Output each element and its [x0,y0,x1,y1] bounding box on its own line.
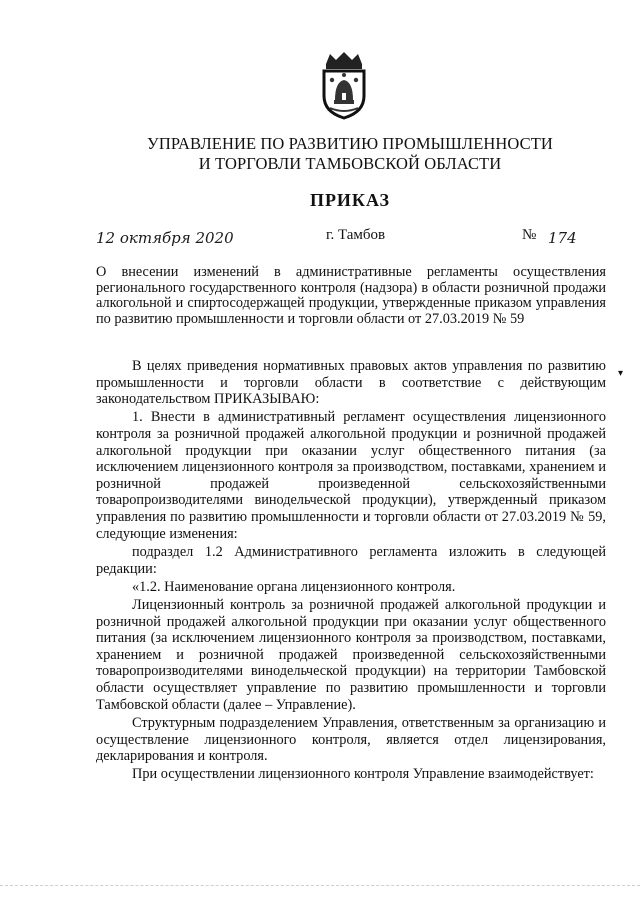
paragraph-interaction: При осуществлении лицензионного контроля Управление взаимодействует: [132,766,594,783]
paragraph-item-1: 1. Внести в административный регламент осуществления лицензионного контроля за розничной продажей алкогольной продукции и розничной продажей алкогольной продукции при оказании услуг общественного питания (за исключением лицензионного контроля за производством, поставками, хранением и розничной продажей произведенной сельскохозяйственными товаропроизводителями винодельческой продукции), утвержденный приказом управления по развитию промышленности и торговли области от 27.03.2019 № 59, следующие изменения: [96,409,606,542]
org-line-2: И ТОРГОВЛИ ТАМБОВСКОЙ ОБЛАСТИ [198,154,502,173]
paragraph-preamble: В целях приведения нормативных правовых актов управления по развитию промышленности и торговли области в соответствие с действующим законодательством ПРИКАЗЫВАЮ: [96,358,606,408]
margin-mark: ▾ [618,368,624,379]
order-body [96,358,606,785]
page-bottom-edge [0,885,640,886]
order-subject: О внесении изменений в административные регламенты осуществления регионального государственного контроля (надзора) в области розничной продажи алкогольной и спиртосодержащей продукции, утвержденные приказом управления по развитию промышленности и торговли области от 27.03.2019 № 59 [96,264,606,327]
organization-name [100,134,600,174]
order-date: 12 октября 2020 [96,229,234,247]
paragraph-subsection-heading: «1.2. Наименование органа лицензионного контроля. [132,578,456,595]
paragraph-licensing-control: Лицензионный контроль за розничной продажей алкогольной продукции и розничной продажей алкогольной продукции при оказании услуг общественного питания (за исключением лицензионного контроля за производством, поставками, хранением и розничной продажей произведенной сельскохозяйственными товаропроизводителями винодельческой продукции) на территории Тамбовской области осуществляет управление по развитию промышленности и торговли Тамбовской области (далее – Управление). [96,597,606,713]
order-number: 174 [548,229,577,247]
paragraph-subsection-instruction: подраздел 1.2 Административного регламента изложить в следующей редакции: [96,543,606,577]
tambov-coat-of-arms-icon [316,50,372,120]
order-city: г. Тамбов [326,227,386,243]
org-line-1: УПРАВЛЕНИЕ ПО РАЗВИТИЮ ПРОМЫШЛЕННОСТИ [147,134,553,153]
document-type: ПРИКАЗ [309,190,391,210]
order-number-label: № [522,227,537,243]
paragraph-structural-unit: Структурным подразделением Управления, ответственным за организацию и осуществление лицензионного контроля, является отдел лицензирования, декларирования и контроля. [96,714,606,765]
